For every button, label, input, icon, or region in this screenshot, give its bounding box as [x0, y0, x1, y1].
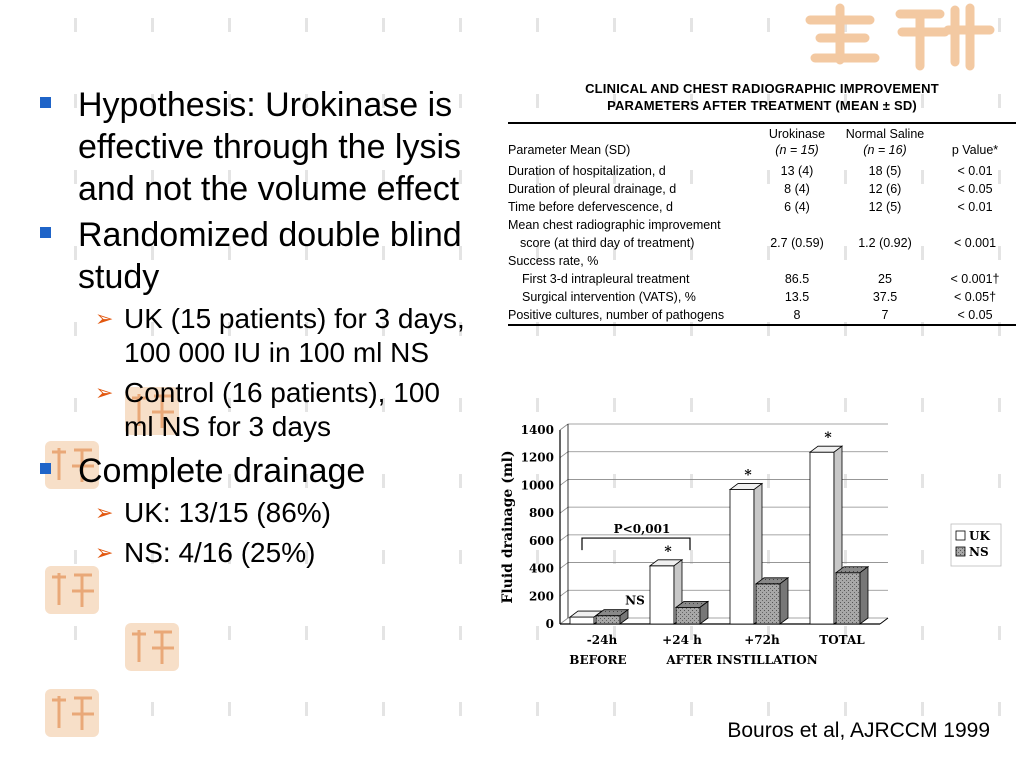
- table-row: [508, 216, 1016, 234]
- cell-urokinase: 2.7 (0.59): [770, 236, 824, 250]
- table-body: [508, 162, 1016, 324]
- row-label: Time before defervescence, d: [508, 200, 673, 214]
- legend-swatch-uk: [956, 531, 965, 540]
- x-tick-label: +24 h: [662, 633, 702, 647]
- y-tick-label: 400: [528, 561, 554, 576]
- header-label: Normal Saline: [845, 127, 925, 141]
- cell-p-value: < 0.01: [957, 200, 993, 214]
- y-tick-label: 800: [528, 506, 554, 521]
- group-label-before: BEFORE: [569, 653, 627, 667]
- table-row: [508, 252, 1016, 270]
- header-label: Urokinase: [768, 127, 826, 141]
- cell-urokinase: 6 (4): [784, 200, 810, 214]
- bullet-text: Hypothesis: Urokinase is effective through the lysis and not the volume effect: [78, 86, 462, 208]
- row-label: Mean chest radiographic improvement: [508, 218, 721, 232]
- row-label: First 3-d intrapleural treatment: [522, 272, 690, 286]
- x-tick-label: +72h: [744, 633, 780, 647]
- table-title-line: PARAMETERS AFTER TREATMENT (MEAN ± SD): [607, 98, 917, 113]
- x-tick-label: TOTAL: [819, 633, 865, 647]
- square-bullet-icon: [40, 463, 51, 474]
- cell-urokinase: 13.5: [784, 290, 810, 304]
- table-rule: [508, 324, 1016, 326]
- sub-bullet-ns-result: [80, 536, 470, 570]
- bar-side-face: [860, 567, 868, 624]
- square-bullet-icon: [40, 97, 51, 108]
- table-row: [508, 234, 1016, 252]
- cell-normal-saline: 1.2 (0.92): [858, 236, 912, 250]
- bar-ns: [676, 607, 700, 624]
- sub-bullet-control-group: [80, 376, 470, 444]
- table-title: [508, 80, 1016, 114]
- p-value-annotation: P<0,001: [613, 522, 671, 537]
- cell-urokinase: 8 (4): [784, 182, 810, 196]
- row-label: Success rate, %: [508, 254, 599, 268]
- bullet-text: NS: 4/16 (25%): [124, 537, 316, 568]
- sub-bullet-uk-group: [80, 302, 470, 370]
- bullet-text: Randomized double blind study: [78, 216, 462, 296]
- gridline: [560, 535, 568, 541]
- citation: Bouros et al, AJRCCM 1999: [727, 719, 990, 742]
- cell-p-value: [934, 252, 1016, 270]
- header-parameter: Parameter Mean (SD): [508, 143, 631, 157]
- gridline: [560, 479, 568, 485]
- y-tick-label: 1400: [520, 423, 554, 437]
- legend-label: UK: [969, 529, 990, 543]
- cell-normal-saline: 18 (5): [868, 164, 902, 178]
- bar-ns: [756, 584, 780, 624]
- cell-normal-saline: 12 (6): [868, 182, 902, 196]
- bullet-study-design: [40, 214, 470, 298]
- table-row: [508, 162, 1016, 180]
- cell-normal-saline: 25: [878, 272, 892, 286]
- y-tick-label: 0: [545, 617, 554, 631]
- header-label: (n = 16): [863, 143, 907, 157]
- arrow-bullet-icon: ➢: [95, 306, 114, 331]
- y-tick-label: 1200: [520, 450, 554, 465]
- bar-ns: [836, 573, 860, 624]
- table-row: [508, 270, 1016, 288]
- bar-side-face: [780, 578, 788, 624]
- table-row: [508, 198, 1016, 216]
- cell-p-value: < 0.05†: [953, 290, 997, 304]
- x-tick-label: -24h: [586, 633, 618, 647]
- gridline: [560, 563, 568, 569]
- cell-p-value: < 0.001: [953, 236, 997, 250]
- cell-p-value: < 0.01: [957, 164, 993, 178]
- table-grid: [508, 124, 1016, 324]
- header-label: (n = 15): [775, 143, 819, 157]
- table-row: [508, 288, 1016, 306]
- table-header-row: [508, 124, 1016, 162]
- significance-star: *: [664, 543, 672, 560]
- cell-normal-saline: [836, 252, 934, 270]
- cell-urokinase: [758, 216, 836, 234]
- y-tick-label: 200: [528, 589, 554, 604]
- fluid-drainage-chart: [496, 418, 1008, 676]
- gridline: [560, 424, 568, 430]
- bar-ns: [596, 616, 620, 624]
- y-tick-label: 600: [528, 533, 554, 548]
- row-label: Positive cultures, number of pathogens: [508, 308, 725, 322]
- floor-edge: [880, 618, 888, 624]
- bullet-list: [40, 84, 470, 576]
- gridline: [560, 618, 568, 624]
- bullet-text: UK (15 patients) for 3 days, 100 000 IU in 100 ml NS: [124, 303, 465, 368]
- legend-label: NS: [969, 545, 989, 559]
- significance-star: *: [744, 467, 752, 484]
- cell-urokinase: 86.5: [784, 272, 810, 286]
- seal-logo-top-right: [790, 0, 1000, 72]
- seal-icon: [44, 688, 100, 738]
- cell-urokinase: [758, 252, 836, 270]
- cell-urokinase: 8: [793, 308, 801, 322]
- bullet-hypothesis: [40, 84, 470, 210]
- significance-star: *: [824, 430, 832, 447]
- gridline: [560, 590, 568, 596]
- results-table: [508, 80, 1016, 326]
- cell-normal-saline: 12 (5): [868, 200, 902, 214]
- bar-uk: [810, 452, 834, 624]
- cell-normal-saline: [836, 216, 934, 234]
- bar-uk: [730, 490, 754, 624]
- gridline: [560, 452, 568, 458]
- legend-swatch-ns: [956, 547, 965, 556]
- row-label: score (at third day of treatment): [520, 236, 695, 250]
- table-row: [508, 306, 1016, 324]
- header-urokinase: [758, 124, 836, 162]
- table-title-line: CLINICAL AND CHEST RADIOGRAPHIC IMPROVEMENT: [585, 81, 939, 96]
- bullet-complete-drainage: [40, 450, 470, 492]
- bar-uk: [650, 566, 674, 624]
- header-p-value: p Value*: [951, 143, 999, 157]
- ns-annotation: NS: [625, 593, 645, 608]
- cell-normal-saline: 7: [881, 308, 889, 322]
- cell-urokinase: 13 (4): [780, 164, 814, 178]
- chart-legend: [951, 524, 1001, 566]
- table-row: [508, 180, 1016, 198]
- arrow-bullet-icon: ➢: [95, 540, 114, 565]
- arrow-bullet-icon: ➢: [95, 500, 114, 525]
- row-label: Surgical intervention (VATS), %: [522, 290, 696, 304]
- seal-icon: [124, 622, 180, 672]
- row-label: Duration of hospitalization, d: [508, 164, 666, 178]
- y-axis-label: Fluid drainage (ml): [500, 450, 516, 604]
- gridline: [560, 507, 568, 513]
- bar-uk: [570, 617, 594, 624]
- cell-p-value: < 0.001†: [950, 272, 1000, 286]
- p-value-bracket: [582, 538, 690, 550]
- header-normal-saline: [836, 124, 934, 162]
- bullet-text: UK: 13/15 (86%): [124, 497, 331, 528]
- group-label-after: AFTER INSTILLATION: [666, 653, 818, 667]
- row-label: Duration of pleural drainage, d: [508, 182, 677, 196]
- sub-bullet-uk-result: [80, 496, 470, 530]
- cell-normal-saline: 37.5: [872, 290, 898, 304]
- bullet-text: Complete drainage: [78, 452, 366, 490]
- arrow-bullet-icon: ➢: [95, 380, 114, 405]
- square-bullet-icon: [40, 227, 51, 238]
- chart-svg: [496, 418, 1008, 676]
- bullet-text: Control (16 patients), 100 ml NS for 3 days: [124, 377, 440, 442]
- cell-p-value: [934, 216, 1016, 234]
- cell-p-value: < 0.05: [957, 182, 993, 196]
- y-tick-label: 1000: [520, 478, 554, 493]
- cell-p-value: < 0.05: [957, 308, 993, 322]
